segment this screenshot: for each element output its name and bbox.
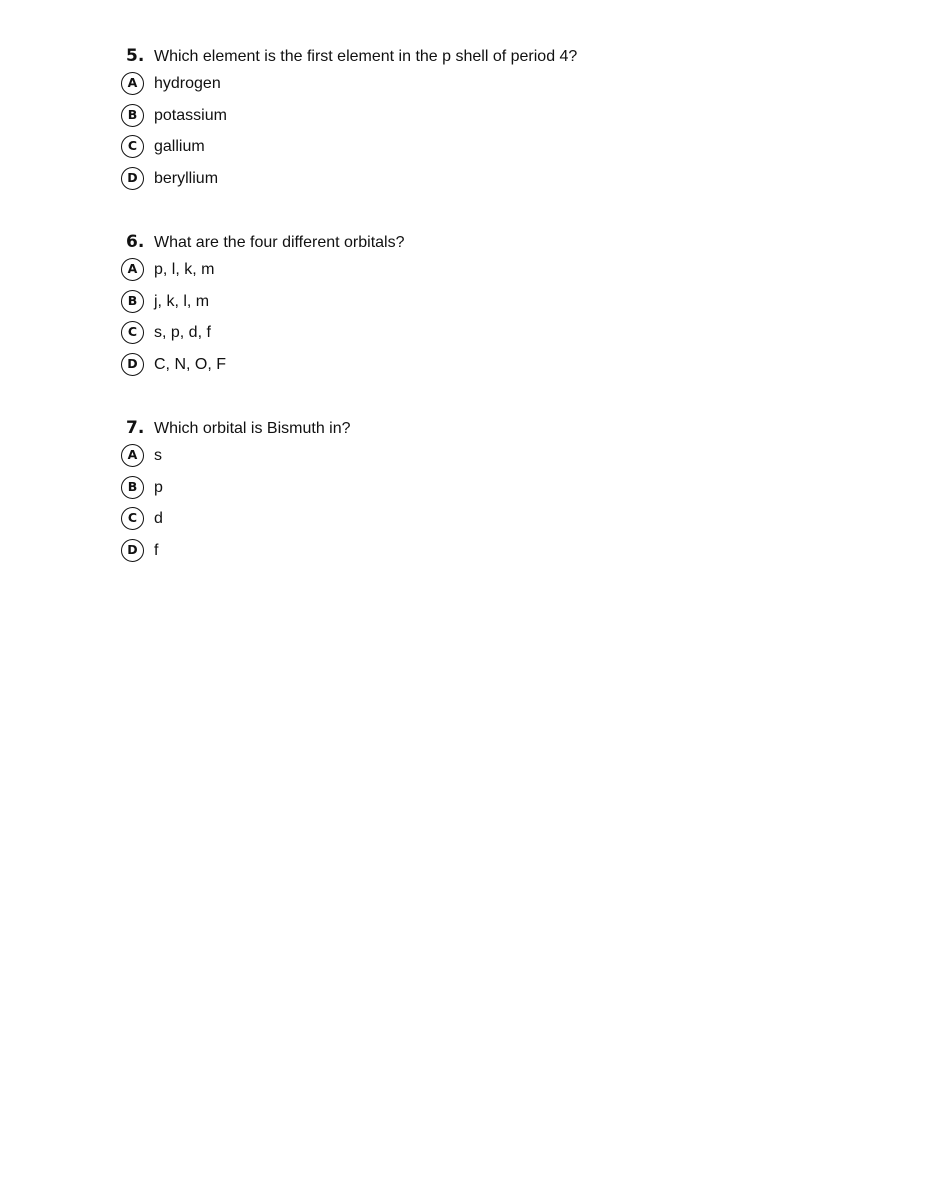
answer-option-a[interactable] [0,444,926,470]
answer-bubble-a[interactable]: A [121,444,144,467]
answer-option-b[interactable] [0,476,926,502]
answer-option-c[interactable] [0,507,926,533]
answer-bubble-c[interactable]: C [121,507,144,530]
answer-option-b[interactable] [0,290,926,316]
answer-bubble-d[interactable]: D [121,167,144,190]
answer-bubble-d[interactable]: D [121,539,144,562]
answer-option-c[interactable] [0,321,926,347]
answer-text-b[interactable]: potassium [154,107,227,124]
answer-text-a[interactable]: p, l, k, m [154,261,215,278]
answer-text-c[interactable]: s, p, d, f [154,324,211,341]
answer-bubble-c[interactable]: C [121,135,144,158]
answer-option-b[interactable] [0,104,926,130]
answer-option-d[interactable] [0,167,926,193]
question-number: 5. [126,46,145,66]
answer-option-d[interactable] [0,353,926,379]
answer-text-a[interactable]: s [154,447,162,464]
answer-bubble-b[interactable]: B [121,476,144,499]
question-text: Which orbital is Bismuth in? [154,420,351,437]
answer-text-a[interactable]: hydrogen [154,75,221,92]
answer-option-a[interactable] [0,72,926,98]
answer-bubble-b[interactable]: B [121,104,144,127]
answer-text-d[interactable]: C, N, O, F [154,356,226,373]
question-header [0,231,926,255]
question-header [0,417,926,441]
answer-option-d[interactable] [0,539,926,565]
question-text: What are the four different orbitals? [154,234,405,251]
answer-text-b[interactable]: j, k, l, m [154,293,210,310]
answer-bubble-c[interactable]: C [121,321,144,344]
answer-text-d[interactable]: f [154,542,159,559]
answer-bubble-a[interactable]: A [121,72,144,95]
answer-option-a[interactable] [0,258,926,284]
answer-text-d[interactable]: beryllium [154,170,219,187]
answer-bubble-d[interactable]: D [121,353,144,376]
answer-bubble-b[interactable]: B [121,290,144,313]
question-header [0,45,926,69]
answer-text-c[interactable]: gallium [154,138,205,155]
answer-option-c[interactable] [0,135,926,161]
answer-text-b[interactable]: p [154,479,163,496]
answer-text-c[interactable]: d [154,510,163,527]
question-text: Which element is the first element in the p shell of period 4? [154,48,578,65]
question-number: 6. [126,232,145,252]
answer-bubble-a[interactable]: A [121,258,144,281]
question-number: 7. [126,418,145,438]
